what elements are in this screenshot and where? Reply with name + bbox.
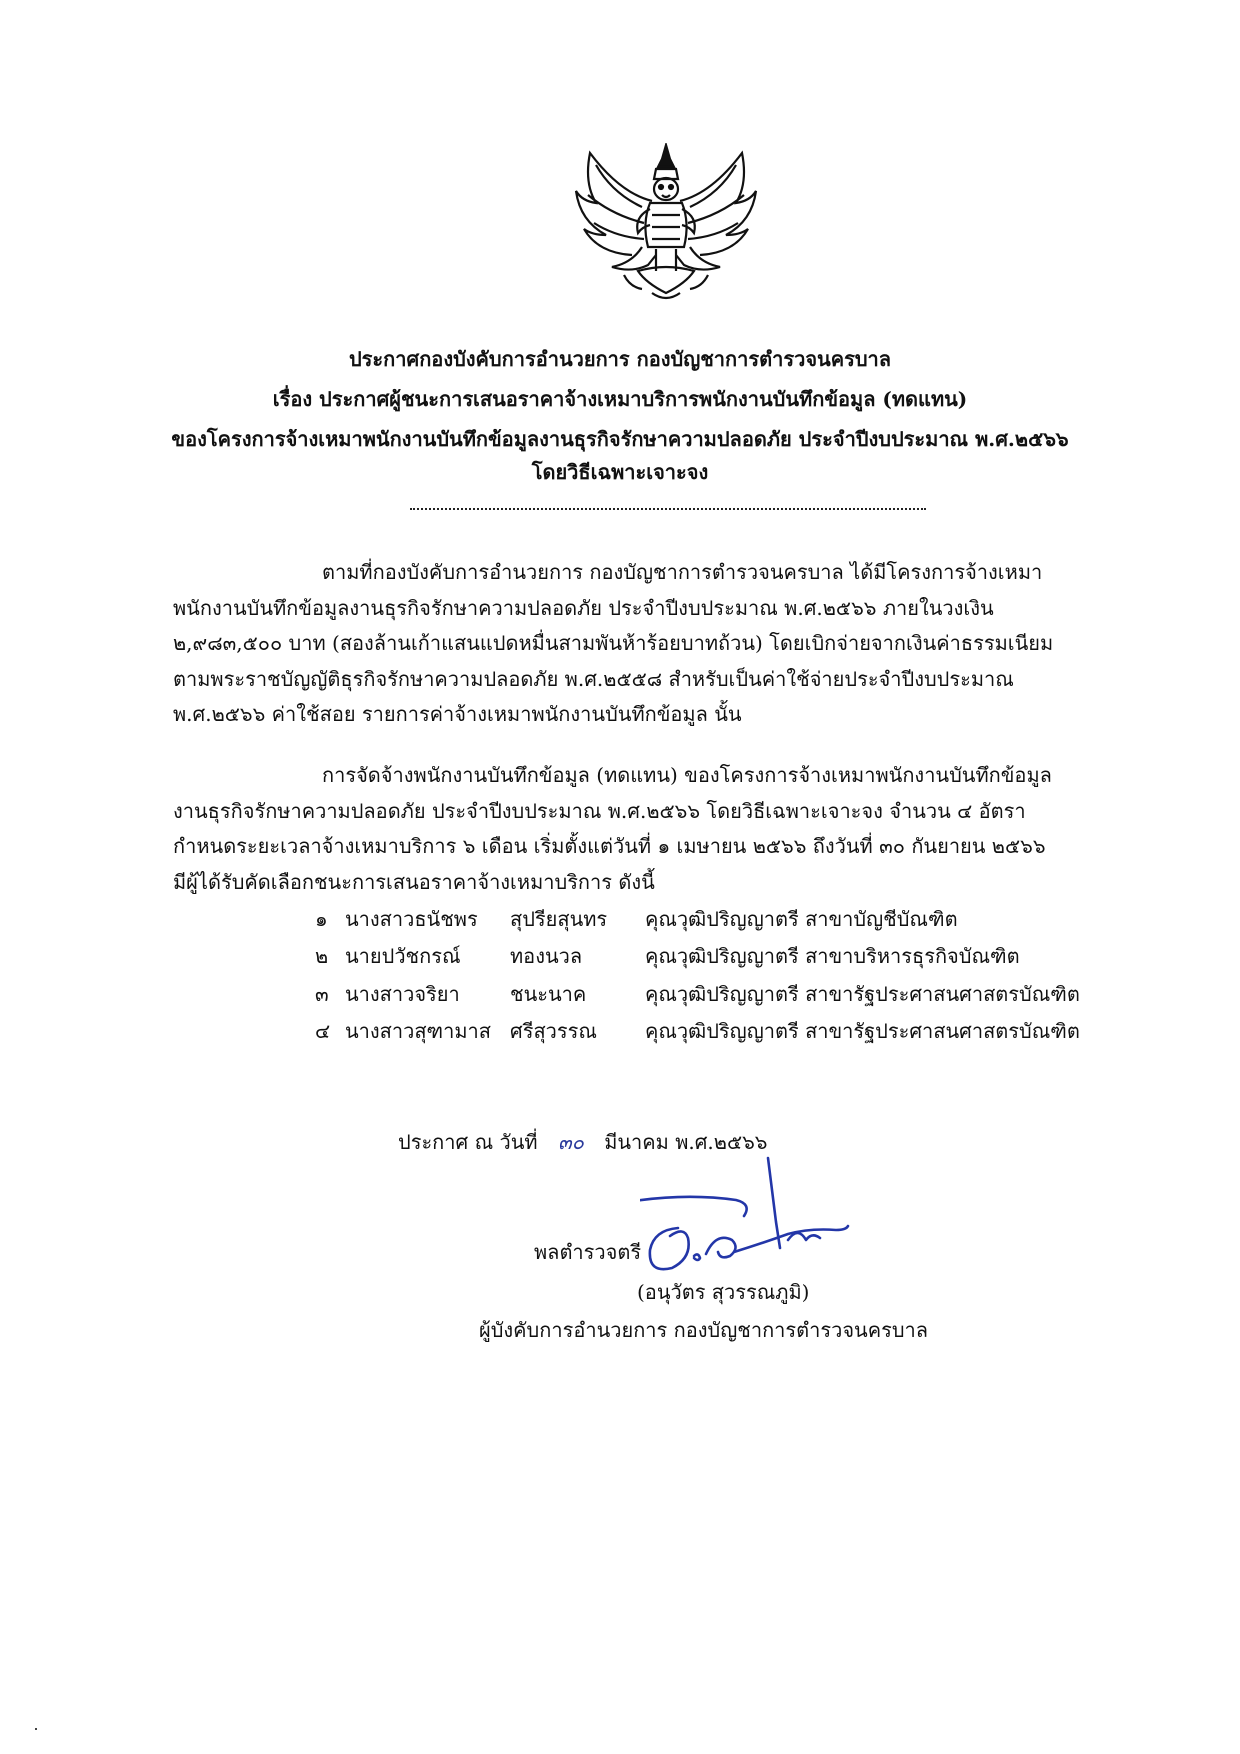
announcement-day: ๓๐ [557, 1130, 584, 1154]
paragraph-2-line: มีผู้ได้รับคัดเลือกชนะการเสนอราคาจ้างเหมาบริการ ดังนี้ [173, 869, 655, 894]
announcement-prefix: ประกาศ ณ วันที่ [398, 1130, 538, 1154]
announcement-month-year: มีนาคม พ.ศ.๒๕๖๖ [604, 1130, 768, 1154]
winner-number: ๑ [315, 907, 328, 931]
paragraph-2-line: การจัดจ้างพนักงานบันทึกข้อมูล (ทดแทน) ของโครงการจ้างเหมาพนักงานบันทึกข้อมูล [322, 763, 1052, 787]
winner-name: นางสาวธนัชพร [345, 907, 478, 931]
winner-number: ๒ [315, 944, 329, 968]
winner-surname: ศรีสุวรรณ [510, 1019, 597, 1043]
paragraph-1-line: พ.ศ.๒๕๖๖ ค่าใช้สอย รายการค่าจ้างเหมาพนักงานบันทึกข้อมูล นั้น [173, 702, 742, 726]
winner-qualification: คุณวุฒิปริญญาตรี สาขาบริหารธุรกิจบัณฑิต [645, 944, 1020, 968]
signatory-position: ผู้บังคับการอำนวยการ กองบัญชาการตำรวจนครบาล [479, 1318, 929, 1342]
winner-surname: ทองนวล [510, 944, 583, 968]
announcement-date [398, 1126, 768, 1158]
winner-number: ๔ [315, 1019, 331, 1043]
winner-qualification: คุณวุฒิปริญญาตรี สาขารัฐประศาสนศาสตรบัณฑิต [645, 982, 1080, 1006]
winner-qualification: คุณวุฒิปริญญาตรี สาขาบัญชีบัณฑิต [645, 907, 958, 931]
paragraph-2-line: งานธุรกิจรักษาความปลอดภัย ประจำปีงบประมาณ พ.ศ.๒๕๖๖ โดยวิธีเฉพาะเจาะจง จำนวน ๔ อัตรา [173, 798, 1026, 823]
header-subject: เรื่อง ประกาศผู้ชนะการเสนอราคาจ้างเหมาบริการพนักงานบันทึกข้อมูล (ทดแทน) [272, 387, 968, 411]
paragraph-1-line: ๒,๙๘๓,๕๐๐ บาท (สองล้านเก้าแสนแปดหมื่นสามพันห้าร้อยบาทถ้วน) โดยเบิกจ่ายจากเงินค่าธรรมเนียม [173, 631, 1054, 655]
signatory-name: (อนุวัตร สุวรรณภูมิ) [637, 1280, 810, 1304]
signatory-rank: พลตำรวจตรี [534, 1240, 642, 1264]
winner-name: นางสาวจริยา [345, 982, 460, 1006]
winner-surname: สุปรียสุนทร [510, 907, 608, 931]
paragraph-1-line: พนักงานบันทึกข้อมูลงานธุรกิจรักษาความปลอดภัย ประจำปีงบประมาณ พ.ศ.๒๕๖๖ ภายในวงเงิน [173, 595, 994, 620]
separator-dotted-line [410, 508, 926, 510]
scan-dot [35, 1728, 37, 1730]
header-method: โดยวิธีเฉพาะเจาะจง [531, 460, 709, 484]
winner-surname: ชนะนาค [510, 982, 587, 1006]
handwritten-signature [640, 1156, 860, 1286]
winner-number: ๓ [315, 982, 329, 1006]
winner-qualification: คุณวุฒิปริญญาตรี สาขารัฐประศาสนศาสตรบัณฑิต [645, 1019, 1080, 1043]
paragraph-1 [173, 555, 1053, 733]
garuda-emblem [572, 143, 760, 305]
paragraph-2 [173, 758, 1052, 900]
winner-name: นายปวัชกรณ์ [345, 944, 461, 968]
paragraph-1-line: ตามพระราชบัญญัติธุรกิจรักษาความปลอดภัย พ.ศ.๒๕๕๘ สำหรับเป็นค่าใช้จ่ายประจำปีงบประมาณ [173, 666, 1014, 691]
paragraph-1-line: ตามที่กองบังคับการอำนวยการ กองบัญชาการตำรวจนครบาล ได้มีโครงการจ้างเหมา [322, 560, 1043, 584]
winner-name: นางสาวสุฑามาส [345, 1019, 491, 1043]
paragraph-2-line: กำหนดระยะเวลาจ้างเหมาบริการ ๖ เดือน เริ่มตั้งแต่วันที่ ๑ เมษายน ๒๕๖๖ ถึงวันที่ ๓๐ กันยายน ๒๕๖๖ [173, 834, 1046, 858]
header-project: ของโครงการจ้างเหมาพนักงานบันทึกข้อมูลงานธุรกิจรักษาความปลอดภัย ประจำปีงบประมาณ พ.ศ.๒๕๖๖ [171, 427, 1069, 451]
header-line-1: ประกาศกองบังคับการอำนวยการ กองบัญชาการตำรวจนครบาล [348, 347, 892, 371]
